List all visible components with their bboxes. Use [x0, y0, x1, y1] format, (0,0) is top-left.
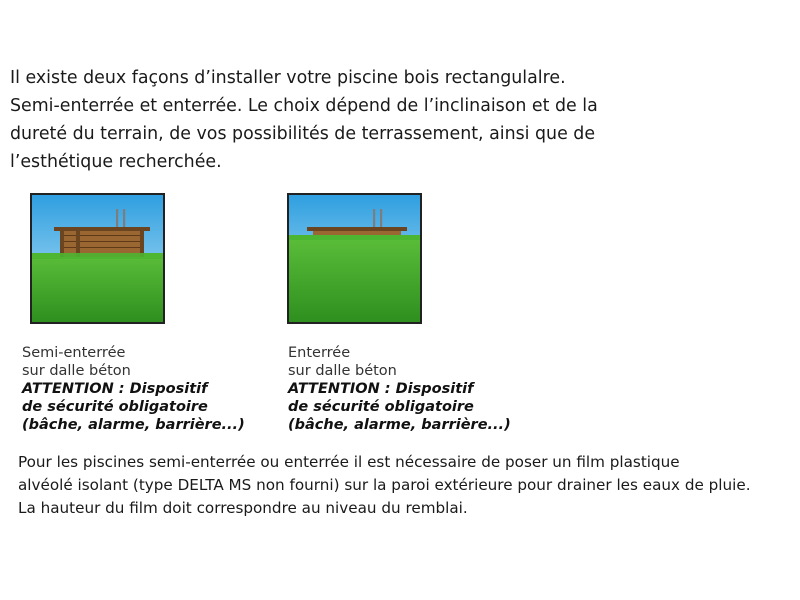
safety-warning-line: (bâche, alarme, barrière...)	[22, 417, 245, 433]
note-line: La hauteur du film doit correspondre au niveau du remblai.	[18, 499, 468, 517]
note-line: alvéolé isolant (type DELTA MS non fourni) sur la paroi extérieure pour drainer les eaux de pluie.	[18, 476, 751, 494]
note-line: Pour les piscines semi-enterrée ou enterrée il est nécessaire de poser un film plastique	[18, 453, 680, 471]
intro-line: Il existe deux façons d’installer votre piscine bois rectangulalre.	[10, 68, 566, 88]
caption-semi-buried	[22, 344, 245, 434]
intro-line: dureté du terrain, de vos possibilités de terrassement, ainsi que de	[10, 124, 596, 144]
safety-warning-line: ATTENTION : Dispositif	[288, 381, 474, 397]
pool-semi-buried-illustration	[30, 193, 165, 324]
caption-buried	[288, 344, 511, 434]
safety-warning-line: de sécurité obligatoire	[22, 399, 208, 415]
option-title: Enterrée	[288, 345, 351, 361]
option-subtitle: sur dalle béton	[22, 363, 131, 379]
intro-paragraph	[10, 64, 790, 176]
drainage-film-note	[18, 451, 788, 520]
pool-buried-illustration	[287, 193, 422, 324]
intro-line: Semi-enterrée et enterrée. Le choix dépend de l’inclinaison et de la	[10, 96, 598, 116]
safety-warning-line: ATTENTION : Dispositif	[22, 381, 208, 397]
intro-line: l’esthétique recherchée.	[10, 152, 222, 172]
safety-warning-line: (bâche, alarme, barrière...)	[288, 417, 511, 433]
option-title: Semi-enterrée	[22, 345, 126, 361]
safety-warning-line: de sécurité obligatoire	[288, 399, 474, 415]
option-subtitle: sur dalle béton	[288, 363, 397, 379]
